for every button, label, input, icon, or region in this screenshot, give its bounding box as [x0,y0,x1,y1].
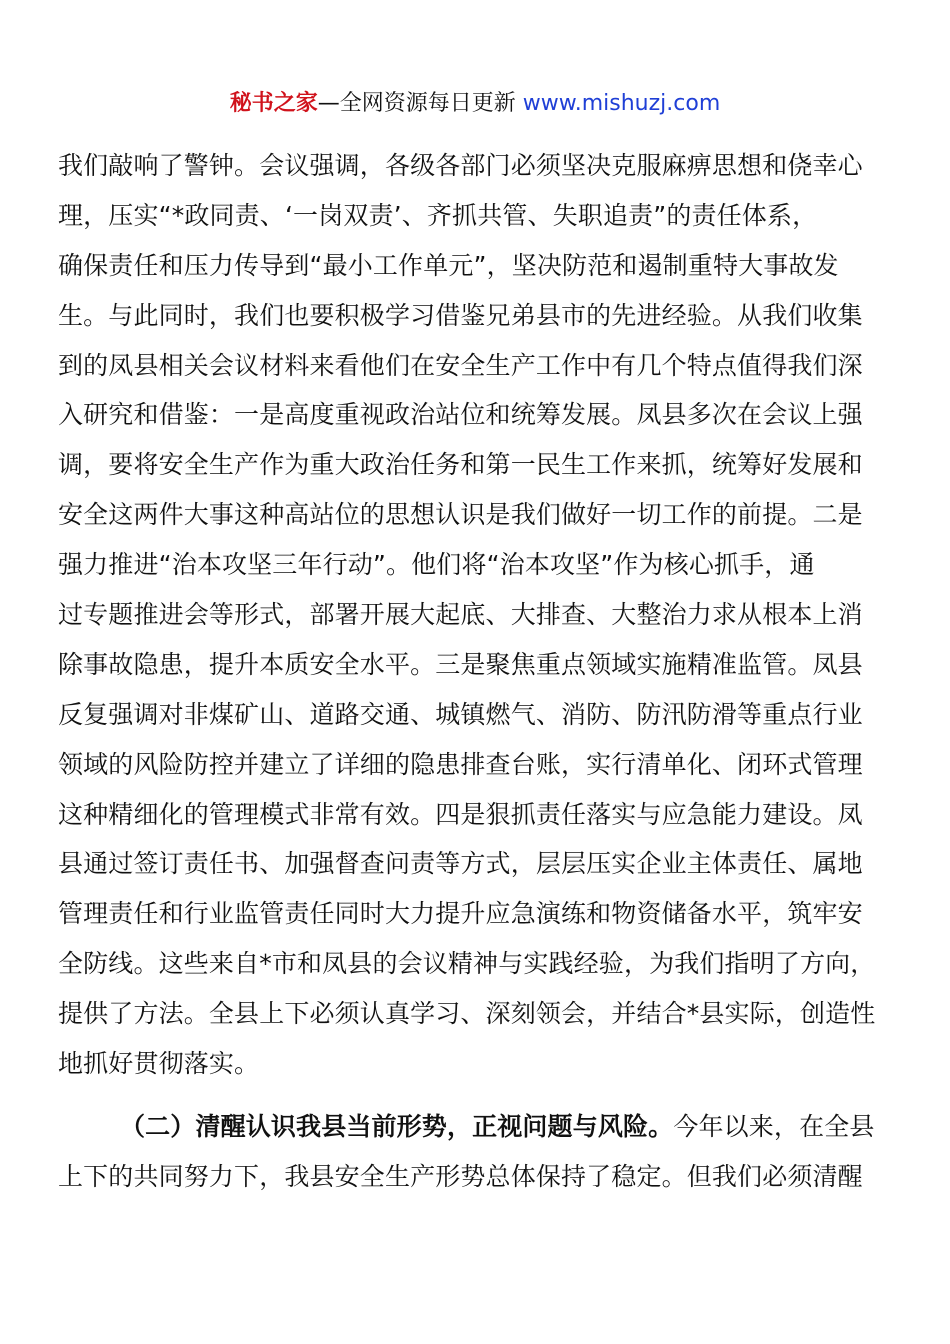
text-line: 调，要将安全生产作为重大政治任务和第一民生工作来抓，统筹好发展和 [58,450,863,480]
header-tagline: 全网资源每日更新 [339,91,523,116]
text-line: 领域的风险防控并建立了详细的隐患排查台账，实行清单化、闭环式管理 [58,749,863,779]
header-dash: — [317,91,340,116]
site-header [0,88,950,120]
site-url-link[interactable]: www.mishuzj.com [522,91,721,116]
text-line: 管理责任和行业监管责任同时大力提升应急演练和物资储备水平，筑牢安 [58,899,863,929]
text-line: 安全这两件大事这种高站位的思想认识是我们做好一切工作的前提。二是 [58,500,863,530]
text-line: 生。与此同时，我们也要积极学习借鉴兄弟县市的先进经验。从我们收集 [58,300,863,330]
text-line: 除事故隐患，提升本质安全水平。三是聚焦重点领域实施精准监管。凤县 [58,649,863,679]
text-line: 我们敲响了警钟。会议强调，各级各部门必须坚决克服麻痹思想和侥幸心 [58,151,863,180]
text-line: 提供了方法。全县上下必须认真学习、深刻领会，并结合*县实际，创造性 [58,999,876,1029]
paragraph-gap [58,1094,890,1107]
text-line: 上下的共同努力下，我县安全生产形势总体保持了稳定。但我们必须清醒 [58,1161,863,1191]
text-line: 强力推进“治本攻坚三年行动”。他们将“治本攻坚”作为核心抓手，通 [58,550,815,580]
paragraph-text: 今年以来，在全县 [673,1111,875,1141]
brand-name: 秘书之家 [229,91,318,116]
text-line: 这种精细化的管理模式非常有效。四是狠抓责任落实与应急能力建设。凤 [58,799,863,829]
text-line: 理，压实“*政同责、‘一岗双责’、齐抓共管、失职追责”的责任体系， [58,200,818,230]
text-line: 到的凤县相关会议材料来看他们在安全生产工作中有几个特点值得我们深 [58,350,863,380]
paragraph-1 [58,146,890,1094]
paragraph-2 [58,1107,890,1207]
text-line: 县通过签订责任书、加强督查问责等方式，层层压实企业主体责任、属地 [58,849,863,879]
text-line: 入研究和借鉴：一是高度重视政治站位和统筹发展。凤县多次在会议上强 [58,400,863,430]
document-body [58,146,890,1207]
text-line: 确保责任和压力传导到“最小工作单元”，坚决防范和遏制重特大事故发 [58,250,839,280]
section-heading: （二）清醒认识我县当前形势，正视问题与风险。 [120,1111,674,1141]
text-line: 全防线。这些来自*市和凤县的会议精神与实践经验，为我们指明了方向， [58,949,876,979]
text-line: 地抓好贯彻落实。 [58,1049,260,1079]
text-line: 过专题推进会等形式，部署开展大起底、大排查、大整治力求从根本上消 [58,600,863,630]
text-line [58,1107,890,1157]
text-line: 反复强调对非煤矿山、道路交通、城镇燃气、消防、防汛防滑等重点行业 [58,699,863,729]
